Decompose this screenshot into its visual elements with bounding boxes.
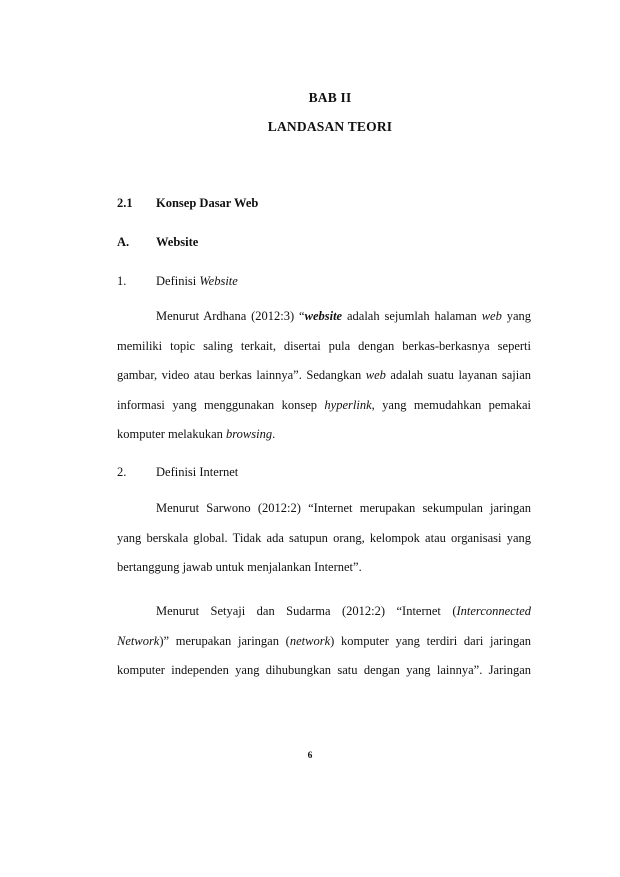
chapter-number: BAB II <box>308 90 352 105</box>
paragraph-line: komputer independen yang dihubungkan satu dengan yang lainnya”. Jaringan <box>117 663 531 678</box>
paragraph-line: yang berskala global. Tidak ada satupun orang, kelompok atau organisasi yang <box>117 530 531 545</box>
paragraph-line: Menurut Sarwono (2012:2) “Internet merupakan sekumpulan jaringan <box>156 501 531 515</box>
paragraph-line: memiliki topic saling terkait, disertai pula dengan berkas-berkasnya seperti <box>117 338 531 353</box>
chapter-title: LANDASAN TEORI <box>267 119 393 134</box>
paragraph-line: bertanggung jawab untuk menjalankan Internet”. <box>117 560 362 575</box>
section-title: Konsep Dasar Web <box>156 196 259 210</box>
paragraph-internet-definition-sarwono <box>117 494 531 583</box>
section-number: 2.1 <box>117 196 133 210</box>
subsection-title: Website <box>156 235 199 249</box>
paragraph-internet-definition-setyaji <box>117 597 531 686</box>
subsection-number: A. <box>117 235 130 249</box>
item-title-2: Definisi Internet <box>156 465 239 479</box>
paragraph-line: informasi yang menggunakan konsep hyperlink, yang memudahkan pemakai <box>117 397 532 412</box>
item-number-2: 2. <box>117 465 127 479</box>
paragraph-line: komputer melakukan browsing. <box>117 427 276 442</box>
paragraph-line: Network)” merupakan jaringan (network) komputer yang terdiri dari jaringan <box>117 633 531 648</box>
page-number: 6 <box>307 751 313 761</box>
paragraph-website-definition <box>117 302 531 450</box>
paragraph-line: Menurut Setyaji dan Sudarma (2012:2) “Internet (Interconnected <box>156 604 531 618</box>
item-number-1: 1. <box>117 274 127 288</box>
paragraph-line: gambar, video atau berkas lainnya”. Sedangkan web adalah suatu layanan sajian <box>117 368 531 383</box>
item-title-1: Definisi Website <box>156 274 238 288</box>
paragraph-line: Menurut Ardhana (2012:3) “website adalah sejumlah halaman web yang <box>156 309 531 323</box>
